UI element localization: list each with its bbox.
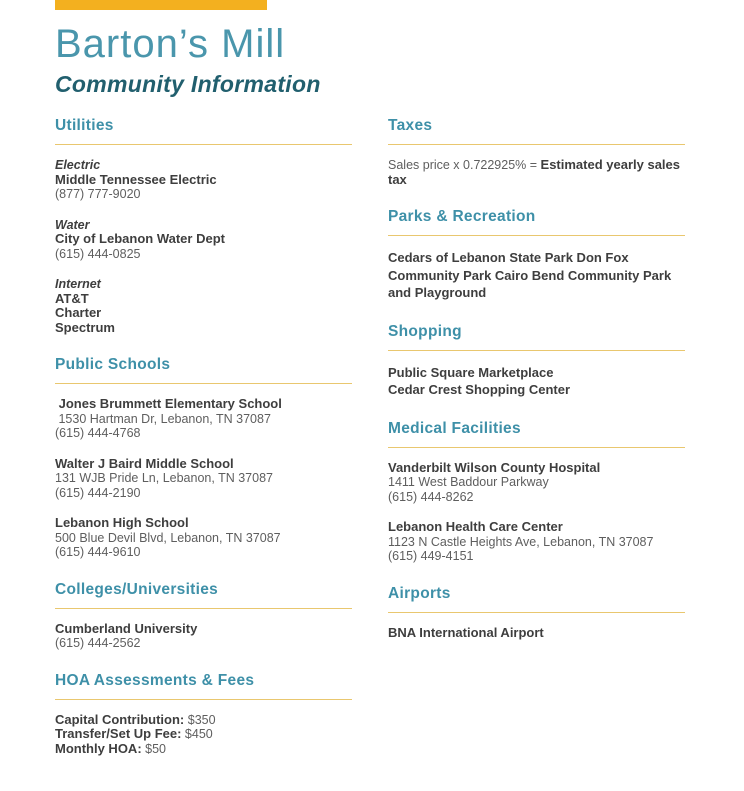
text-line: 500 Blue Devil Blvd, Lebanon, TN 37087 — [55, 530, 281, 545]
section-title-parks-recreation: Parks & Recreation — [388, 208, 685, 236]
text-line: (615) 444-0825 — [55, 246, 141, 261]
info-group — [55, 277, 352, 335]
info-group — [55, 457, 352, 501]
section-shopping — [388, 323, 685, 399]
info-group — [55, 713, 352, 757]
text-line: Cedars of Lebanon State Park Don Fox — [388, 250, 629, 265]
text-line: BNA International Airport — [388, 624, 544, 640]
info-group — [55, 158, 352, 202]
text-line: Public Square Marketplace — [388, 364, 554, 380]
text-line: (615) 444-2190 — [55, 485, 141, 500]
page-title: Barton’s Mill — [55, 22, 286, 66]
text-line: Cedar Crest Shopping Center — [388, 382, 571, 397]
text-bold: Transfer/Set Up Fee: — [55, 726, 182, 741]
text-line: Community Park Cairo Bend Community Park — [388, 267, 672, 283]
text-line: 131 WJB Pride Ln, Lebanon, TN 37087 — [55, 471, 273, 485]
text-bold: Monthly HOA: — [55, 740, 142, 756]
info-group — [55, 622, 352, 651]
section-title-public-schools: Public Schools — [55, 356, 352, 384]
text-line: (615) 449-4151 — [388, 549, 474, 563]
text-line: 1123 N Castle Heights Ave, Lebanon, TN 37087 — [388, 534, 654, 549]
text-bold: Capital Contribution: — [55, 711, 185, 727]
section-title-shopping: Shopping — [388, 323, 685, 351]
text-line: (615) 444-4768 — [55, 426, 141, 440]
text-line: and Playground — [388, 285, 487, 300]
text-line: Charter — [55, 305, 102, 320]
text-line: Jones Brummett Elementary School — [55, 396, 282, 411]
info-group — [55, 516, 352, 560]
accent-bar — [55, 0, 267, 10]
text-line: Middle Tennessee Electric — [55, 171, 217, 187]
right-column — [388, 117, 685, 756]
text-line: Lebanon Health Care Center — [388, 519, 563, 534]
text-regular: $350 — [184, 712, 216, 727]
text-line: (877) 777-9020 — [55, 187, 141, 201]
section-title-hoa-assessments-fees: HOA Assessments & Fees — [55, 672, 352, 700]
text-regular: $450 — [181, 727, 213, 741]
text-line: Internet — [55, 277, 101, 291]
text-line: (615) 444-9610 — [55, 545, 141, 559]
left-column — [55, 117, 352, 756]
section-parks-recreation — [388, 208, 685, 302]
text-line: Cumberland University — [55, 620, 198, 636]
text-line — [55, 742, 352, 757]
info-group — [388, 626, 685, 641]
text-line: 1411 West Baddour Parkway — [388, 475, 549, 489]
section-title-airports: Airports — [388, 585, 685, 613]
text-line: (615) 444-2562 — [55, 636, 141, 650]
text-line: Electric — [55, 158, 101, 172]
info-group — [388, 249, 685, 302]
text-line — [388, 158, 685, 187]
info-group — [388, 520, 685, 564]
text-line: (615) 444-8262 — [388, 489, 474, 504]
text-line: Water — [55, 217, 90, 232]
text-line: 1530 Hartman Dr, Lebanon, TN 37087 — [55, 411, 271, 426]
text-line: City of Lebanon Water Dept — [55, 231, 225, 246]
text-regular: $50 — [141, 741, 166, 756]
section-title-taxes: Taxes — [388, 117, 685, 145]
info-group — [55, 397, 352, 441]
section-title-medical-facilities: Medical Facilities — [388, 420, 685, 448]
info-group — [388, 364, 685, 399]
section-title-utilities: Utilities — [55, 117, 352, 145]
section-colleges-universities — [55, 581, 352, 651]
section-utilities — [55, 117, 352, 335]
text-line: Walter J Baird Middle School — [55, 455, 234, 471]
info-group — [388, 461, 685, 505]
text-line — [55, 727, 352, 742]
section-medical-facilities — [388, 420, 685, 564]
section-hoa-assessments-fees — [55, 672, 352, 757]
section-public-schools — [55, 356, 352, 560]
text-line: AT&T — [55, 290, 89, 306]
page-subtitle: Community Information — [55, 71, 321, 97]
text-line: Spectrum — [55, 319, 115, 335]
section-title-colleges-universities: Colleges/Universities — [55, 581, 352, 609]
section-taxes — [388, 117, 685, 187]
text-bold: Estimated yearly sales tax — [388, 157, 684, 187]
section-airports — [388, 585, 685, 641]
info-group — [388, 158, 685, 187]
text-line: Vanderbilt Wilson County Hospital — [388, 459, 601, 475]
text-regular: Sales price x 0.722925% = — [388, 158, 541, 172]
content-columns — [0, 117, 744, 756]
text-line — [55, 713, 352, 728]
info-group — [55, 218, 352, 262]
text-line: Lebanon High School — [55, 515, 189, 530]
